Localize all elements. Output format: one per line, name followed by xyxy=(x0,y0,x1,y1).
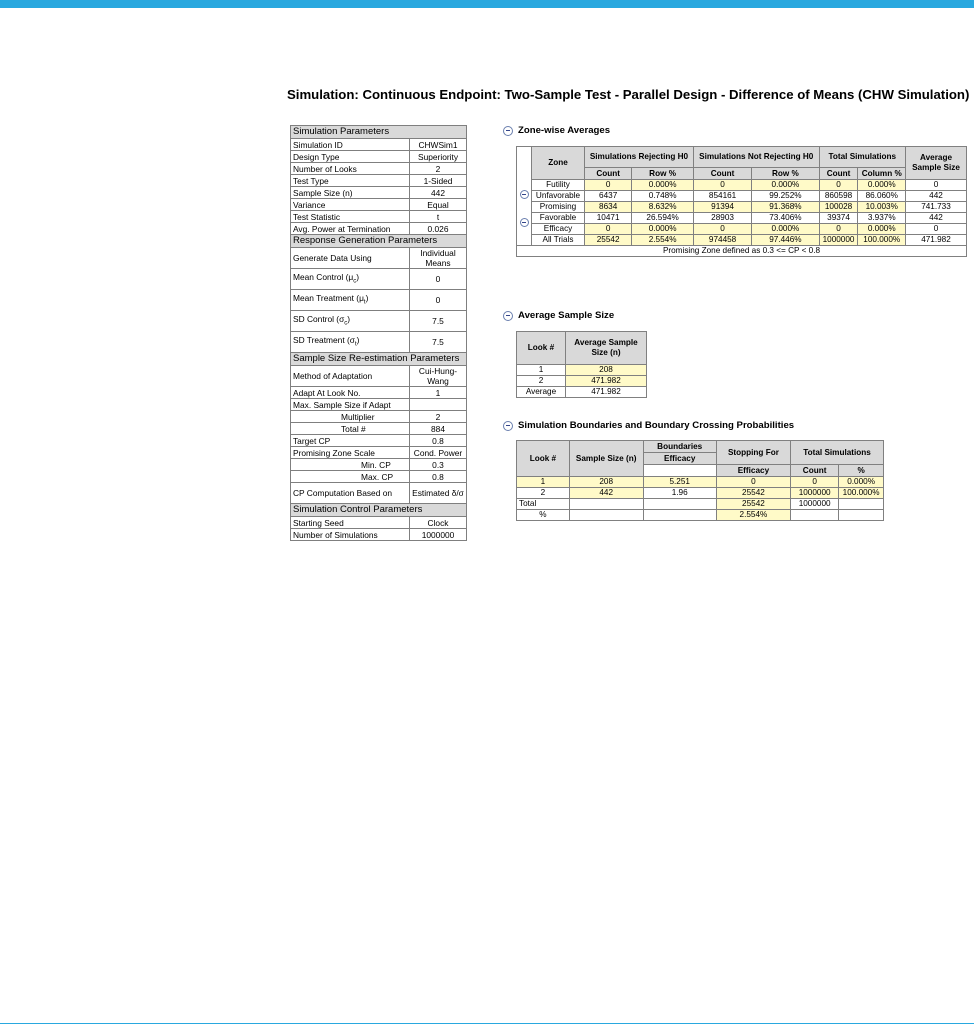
mean-control-label: Mean Control (μ xyxy=(293,271,354,282)
boundaries-table xyxy=(516,440,884,521)
section-simulation-control: Simulation Control Parameters xyxy=(291,504,467,517)
cell: 1000000 xyxy=(791,499,839,510)
zone-name: Unfavorable xyxy=(532,191,585,202)
col-header-row-pct: Row % xyxy=(632,168,694,180)
sd-treatment-label: SD Treatment (σ xyxy=(293,334,355,345)
table-row xyxy=(517,365,647,376)
collapse-icon[interactable] xyxy=(503,311,513,321)
col-header-efficacy: Efficacy xyxy=(643,453,716,465)
cell: 0.000% xyxy=(632,224,694,235)
cell: 0.000% xyxy=(858,180,906,191)
cell: 91394 xyxy=(693,202,751,213)
col-header-stop-efficacy: Efficacy xyxy=(716,465,790,477)
cell: 0 xyxy=(819,224,858,235)
col-header-boundaries: Boundaries xyxy=(643,441,716,453)
param-label: Method of Adaptation xyxy=(291,366,410,387)
col-header-column-pct: Column % xyxy=(858,168,906,180)
cell: 0 xyxy=(819,180,858,191)
group-toggle-cell[interactable] xyxy=(517,180,532,213)
param-value: 0 xyxy=(410,290,467,311)
cell: 0.748% xyxy=(632,191,694,202)
cell: 0 xyxy=(716,477,790,488)
cell: 26.594% xyxy=(632,213,694,224)
param-value: 442 xyxy=(410,187,467,199)
param-value: 0.8 xyxy=(410,435,467,447)
mean-control-subscript: c xyxy=(353,278,357,285)
param-value: 1-Sided xyxy=(410,175,467,187)
table-row xyxy=(517,499,884,510)
cell: 0.000% xyxy=(752,180,819,191)
param-label: SD Control $(\sigma_c)$ xyxy=(291,311,410,332)
cell: 1 xyxy=(517,365,566,376)
bottom-divider xyxy=(0,1023,974,1024)
col-header-stopping-for: Stopping For xyxy=(716,441,790,465)
param-label: Design Type xyxy=(291,151,410,163)
param-label: Avg. Power at Termination xyxy=(291,223,410,235)
col-header-look: Look # xyxy=(517,332,566,365)
collapse-icon[interactable] xyxy=(503,421,513,431)
table-row xyxy=(517,191,967,202)
zone-name: Futility xyxy=(532,180,585,191)
param-label: Target CP xyxy=(291,435,410,447)
page-title: Simulation: Continuous Endpoint: Two-Sample Test - Parallel Design - Difference of Means (CHW Simulation) xyxy=(287,87,970,102)
zone-averages-table xyxy=(516,146,967,257)
cell: 0.000% xyxy=(858,224,906,235)
cell: % xyxy=(517,510,570,521)
table-row xyxy=(517,510,884,521)
cell: 0 xyxy=(906,180,967,191)
col-header-average-sample-size: Average Sample Size xyxy=(906,147,967,180)
cell: 3.937% xyxy=(858,213,906,224)
promising-zone-note: Promising Zone defined as 0.3 <= CP < 0.8 xyxy=(517,246,967,257)
col-header-count: Count xyxy=(585,168,632,180)
col-header-zone: Zone xyxy=(532,147,585,180)
cell: 1000000 xyxy=(791,488,839,499)
zone-averages-title: Zone-wise Averages xyxy=(518,125,611,136)
table-row xyxy=(517,224,967,235)
param-label: Starting Seed xyxy=(291,517,410,529)
param-label: Generate Data Using xyxy=(291,248,410,269)
param-label: Adapt At Look No. xyxy=(291,387,410,399)
cell: 2.554% xyxy=(716,510,790,521)
col-header-count: Count xyxy=(693,168,751,180)
cell: 25542 xyxy=(716,488,790,499)
cell: 0 xyxy=(585,180,632,191)
param-label: Max. Sample Size if Adapt xyxy=(291,399,410,411)
simulation-parameters-table xyxy=(290,125,467,541)
cell: 100028 xyxy=(819,202,858,213)
param-value: 2 xyxy=(410,163,467,175)
param-label: Max. CP xyxy=(291,471,410,483)
param-value: 1 xyxy=(410,387,467,399)
cell xyxy=(569,499,643,510)
cell: 97.446% xyxy=(752,235,819,246)
table-row xyxy=(517,488,884,499)
col-header-count: Count xyxy=(791,465,839,477)
param-value: Individual Means xyxy=(410,248,467,269)
col-header-rejecting: Simulations Rejecting H0 xyxy=(585,147,694,168)
param-label: Number of Simulations xyxy=(291,529,410,541)
param-label: Mean Control $(\mu_c)$ xyxy=(291,269,410,290)
empty-header-cell xyxy=(643,465,716,477)
param-value xyxy=(410,399,467,411)
cell: 6437 xyxy=(585,191,632,202)
zone-averages-heading[interactable] xyxy=(503,125,610,136)
col-header-pct: % xyxy=(839,465,884,477)
param-value: 0.026 xyxy=(410,223,467,235)
param-value: t xyxy=(410,211,467,223)
param-label: Test Statistic xyxy=(291,211,410,223)
cell: 741.733 xyxy=(906,202,967,213)
cell: Average xyxy=(517,387,566,398)
cell xyxy=(643,510,716,521)
param-label: Variance xyxy=(291,199,410,211)
zone-name: Promising xyxy=(532,202,585,213)
cell: 100.000% xyxy=(858,235,906,246)
param-value: Cond. Power xyxy=(410,447,467,459)
col-header-sample-size: Sample Size (n) xyxy=(569,441,643,477)
col-header-total: Total Simulations xyxy=(819,147,905,168)
cell: 974458 xyxy=(693,235,751,246)
average-sample-size-table xyxy=(516,331,647,398)
col-header-count: Count xyxy=(819,168,858,180)
cell: 8.632% xyxy=(632,202,694,213)
cell: 0 xyxy=(906,224,967,235)
table-row xyxy=(517,213,967,224)
param-value: Clock xyxy=(410,517,467,529)
section-sample-size-reestimation: Sample Size Re-estimation Parameters xyxy=(291,353,467,366)
cell xyxy=(839,510,884,521)
cell: 208 xyxy=(566,365,647,376)
param-value: 884 xyxy=(410,423,467,435)
cell: 0 xyxy=(585,224,632,235)
param-value: CHWSim1 xyxy=(410,139,467,151)
sd-control-subscript: c xyxy=(344,320,348,327)
param-label: Multiplier xyxy=(291,411,410,423)
cell: 471.982 xyxy=(566,387,647,398)
cell: Total xyxy=(517,499,570,510)
param-value: 2 xyxy=(410,411,467,423)
cell: 25542 xyxy=(585,235,632,246)
param-label: Promising Zone Scale xyxy=(291,447,410,459)
cell: 0 xyxy=(693,224,751,235)
cell: 854161 xyxy=(693,191,751,202)
cell xyxy=(643,499,716,510)
cell: 8634 xyxy=(585,202,632,213)
param-value: Cui-Hung-Wang xyxy=(410,366,467,387)
cell: 2.554% xyxy=(632,235,694,246)
col-header-total-simulations: Total Simulations xyxy=(791,441,884,465)
col-header-not-rejecting: Simulations Not Rejecting H0 xyxy=(693,147,819,168)
col-header-look: Look # xyxy=(517,441,570,477)
collapse-icon[interactable] xyxy=(520,190,529,199)
section-response-generation: Response Generation Parameters xyxy=(291,235,467,248)
average-sample-size-heading[interactable] xyxy=(503,310,614,321)
param-label: Test Type xyxy=(291,175,410,187)
table-row xyxy=(517,477,884,488)
col-header-row-pct: Row % xyxy=(752,168,819,180)
cell: 442 xyxy=(906,191,967,202)
sd-treatment-subscript: t xyxy=(354,341,357,348)
cell: 2 xyxy=(517,488,570,499)
param-label: Total # xyxy=(291,423,410,435)
cell: 2 xyxy=(517,376,566,387)
cell: 39374 xyxy=(819,213,858,224)
cell xyxy=(791,510,839,521)
cell: 0 xyxy=(693,180,751,191)
cell: 0 xyxy=(791,477,839,488)
cell: 442 xyxy=(906,213,967,224)
cell: 0.000% xyxy=(632,180,694,191)
cell: 860598 xyxy=(819,191,858,202)
cell: 471.982 xyxy=(566,376,647,387)
cell: 25542 xyxy=(716,499,790,510)
cell: 0.000% xyxy=(752,224,819,235)
col-header-average-sample-size: Average Sample Size (n) xyxy=(566,332,647,365)
zone-name: All Trials xyxy=(532,235,585,246)
cell: 86.060% xyxy=(858,191,906,202)
cell: 1 xyxy=(517,477,570,488)
cell: 442 xyxy=(569,488,643,499)
cell: 471.982 xyxy=(906,235,967,246)
zone-name: Efficacy xyxy=(532,224,585,235)
table-row xyxy=(517,376,647,387)
cell: 1000000 xyxy=(819,235,858,246)
param-value: 0 xyxy=(410,269,467,290)
collapse-icon[interactable] xyxy=(503,126,513,136)
cell: 5.251 xyxy=(643,477,716,488)
param-value: 0.3 xyxy=(410,459,467,471)
cell: 208 xyxy=(569,477,643,488)
cell: 28903 xyxy=(693,213,751,224)
group-toggle-cell[interactable] xyxy=(517,213,532,235)
icon-column-header xyxy=(517,147,532,180)
zone-name: Favorable xyxy=(532,213,585,224)
cell: 99.252% xyxy=(752,191,819,202)
table-row xyxy=(517,180,967,191)
param-label: Mean Treatment $(\mu_t)$ xyxy=(291,290,410,311)
cell: 100.000% xyxy=(839,488,884,499)
param-label: Simulation ID xyxy=(291,139,410,151)
cell: 73.406% xyxy=(752,213,819,224)
param-value: 0.8 xyxy=(410,471,467,483)
mean-treatment-label: Mean Treatment (μ xyxy=(293,292,364,303)
table-row-all-trials xyxy=(517,235,967,246)
param-label: CP Computation Based on xyxy=(291,483,410,504)
param-label: Min. CP xyxy=(291,459,410,471)
param-value: Equal xyxy=(410,199,467,211)
param-label: SD Treatment $(\sigma_t)$ xyxy=(291,332,410,353)
cell: 0.000% xyxy=(839,477,884,488)
param-label: Number of Looks xyxy=(291,163,410,175)
cell xyxy=(839,499,884,510)
param-value: 7.5 xyxy=(410,332,467,353)
table-row xyxy=(517,387,647,398)
cell: 10.003% xyxy=(858,202,906,213)
param-value: 1000000 xyxy=(410,529,467,541)
table-row xyxy=(517,202,967,213)
sd-control-label: SD Control (σ xyxy=(293,313,345,324)
param-value: Estimated δ/σ xyxy=(410,483,467,504)
cell xyxy=(569,510,643,521)
param-label: Sample Size (n) xyxy=(291,187,410,199)
cell: 1.96 xyxy=(643,488,716,499)
boundaries-heading[interactable] xyxy=(503,420,794,431)
top-accent-bar xyxy=(0,0,974,8)
empty-icon-cell xyxy=(517,235,532,246)
cell: 91.368% xyxy=(752,202,819,213)
average-sample-size-title: Average Sample Size xyxy=(518,310,615,321)
boundaries-title: Simulation Boundaries and Boundary Crossing Probabilities xyxy=(518,420,795,431)
mean-treatment-subscript: t xyxy=(363,299,366,306)
param-value: 7.5 xyxy=(410,311,467,332)
param-value: Superiority xyxy=(410,151,467,163)
section-simulation-parameters: Simulation Parameters xyxy=(291,126,467,139)
cell: 10471 xyxy=(585,213,632,224)
collapse-icon[interactable] xyxy=(520,218,529,227)
